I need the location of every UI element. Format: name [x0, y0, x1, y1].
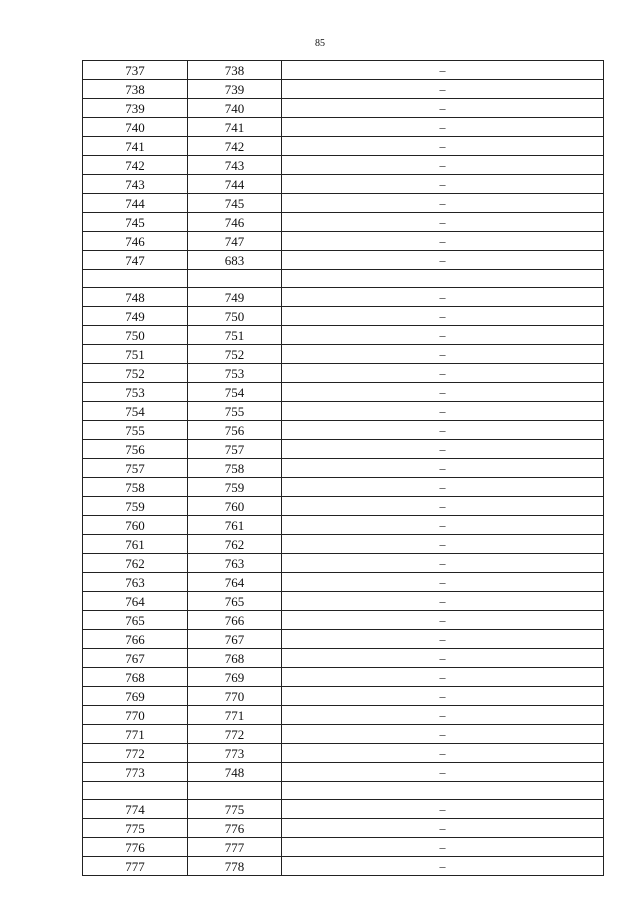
table-row	[83, 725, 604, 744]
cell-note	[282, 61, 604, 80]
table-row	[83, 137, 604, 156]
cell-note	[282, 156, 604, 175]
cell-note-text: –	[439, 101, 446, 115]
cell-note	[282, 497, 604, 516]
cell-target-text: 755	[224, 403, 245, 419]
cell-note	[282, 630, 604, 649]
cell-source	[83, 61, 188, 80]
cell-note	[282, 478, 604, 497]
cell-source	[83, 725, 188, 744]
cell-target	[188, 649, 282, 668]
cell-source-text: 747	[125, 252, 145, 268]
cell-target-text: 768	[224, 650, 245, 666]
cell-source	[83, 137, 188, 156]
cell-source-text: 763	[125, 574, 145, 590]
table-row	[83, 535, 604, 554]
table-row	[83, 611, 604, 630]
cell-note-text: –	[439, 442, 446, 456]
table-row	[83, 99, 604, 118]
cell-note	[282, 383, 604, 402]
cell-source-text: 767	[125, 650, 145, 666]
cell-source-text: 738	[125, 81, 145, 97]
cell-source-text: 777	[125, 858, 145, 874]
cell-source	[83, 800, 188, 819]
cell-note-text: –	[439, 196, 446, 210]
cell-source-text: 774	[125, 801, 145, 817]
cell-source-text: 739	[125, 100, 145, 116]
cell-note-text: –	[439, 290, 446, 304]
cell-source-text: 776	[125, 839, 145, 855]
cell-note	[282, 687, 604, 706]
table-row	[83, 497, 604, 516]
cell-target	[188, 288, 282, 307]
table-row	[83, 345, 604, 364]
table-row	[83, 554, 604, 573]
cell-source	[83, 80, 188, 99]
cell-target	[188, 706, 282, 725]
cell-note	[282, 592, 604, 611]
cell-source	[83, 270, 188, 288]
table-row	[83, 592, 604, 611]
cell-target	[188, 573, 282, 592]
cell-note	[282, 800, 604, 819]
cell-target-text: 773	[224, 745, 245, 761]
cell-note	[282, 251, 604, 270]
table-row	[83, 61, 604, 80]
cell-note	[282, 118, 604, 137]
cell-target	[188, 497, 282, 516]
cell-source	[83, 554, 188, 573]
cell-note	[282, 554, 604, 573]
cell-source	[83, 838, 188, 857]
cell-target	[188, 251, 282, 270]
cell-note	[282, 326, 604, 345]
cell-note	[282, 744, 604, 763]
cell-target	[188, 782, 282, 800]
cell-note	[282, 440, 604, 459]
cell-source	[83, 763, 188, 782]
table-row	[83, 213, 604, 232]
cell-target	[188, 478, 282, 497]
cell-source	[83, 459, 188, 478]
cell-target	[188, 402, 282, 421]
cell-source	[83, 478, 188, 497]
cell-note-text: –	[439, 404, 446, 418]
cell-target	[188, 232, 282, 251]
table-row	[83, 838, 604, 857]
cell-source-text: 750	[125, 327, 145, 343]
cell-source	[83, 535, 188, 554]
cell-source-text: 758	[125, 479, 145, 495]
cell-target-text: 772	[224, 726, 245, 742]
cell-source	[83, 288, 188, 307]
cell-note-text: –	[439, 575, 446, 589]
cell-target-text: 750	[224, 308, 245, 324]
cell-target-text: 757	[224, 441, 245, 457]
cell-target	[188, 857, 282, 876]
cell-note-text: –	[439, 120, 446, 134]
table-row	[83, 383, 604, 402]
cell-target	[188, 763, 282, 782]
cell-target	[188, 421, 282, 440]
table-row	[83, 630, 604, 649]
table-row	[83, 80, 604, 99]
cell-note	[282, 232, 604, 251]
cell-source-text: 773	[125, 764, 145, 780]
cell-source-text: 742	[125, 157, 145, 173]
cell-target-text: 777	[224, 839, 245, 855]
cell-source-text: 741	[125, 138, 145, 154]
table-row	[83, 232, 604, 251]
table-row	[83, 459, 604, 478]
table-row	[83, 668, 604, 687]
cell-note-text: –	[439, 632, 446, 646]
table-row	[83, 194, 604, 213]
cell-target-text: 760	[224, 498, 245, 514]
cell-target	[188, 592, 282, 611]
cell-note	[282, 345, 604, 364]
cell-note	[282, 782, 604, 800]
table-row	[83, 800, 604, 819]
cell-source	[83, 611, 188, 630]
cell-note	[282, 763, 604, 782]
cell-note-text: –	[439, 461, 446, 475]
cell-target	[188, 819, 282, 838]
cell-source-text: 752	[125, 365, 145, 381]
cell-target	[188, 630, 282, 649]
cell-source	[83, 421, 188, 440]
cell-note-text: –	[439, 746, 446, 760]
cell-note	[282, 99, 604, 118]
cell-target	[188, 345, 282, 364]
cell-note-text: –	[439, 309, 446, 323]
cell-source	[83, 364, 188, 383]
cell-note-text: –	[439, 234, 446, 248]
cell-target	[188, 213, 282, 232]
cell-note-text: –	[439, 840, 446, 854]
cell-source	[83, 156, 188, 175]
cell-target-text: 749	[224, 289, 245, 305]
cell-source-text: 768	[125, 669, 145, 685]
cell-target-text: 769	[224, 669, 245, 685]
cell-source	[83, 592, 188, 611]
cell-target	[188, 194, 282, 213]
cell-note-text: –	[439, 158, 446, 172]
cell-target	[188, 459, 282, 478]
cell-note-text: –	[439, 139, 446, 153]
cell-source	[83, 706, 188, 725]
cell-source-text: 748	[125, 289, 145, 305]
cell-source-text: 766	[125, 631, 145, 647]
cell-note-text: –	[439, 385, 446, 399]
cell-target	[188, 668, 282, 687]
cell-target-text: 740	[224, 100, 245, 116]
cell-note-text: –	[439, 499, 446, 513]
cell-target-text: 751	[224, 327, 245, 343]
cell-target-text: 739	[224, 81, 245, 97]
cell-source	[83, 402, 188, 421]
cell-target	[188, 516, 282, 535]
cell-note-text: –	[439, 594, 446, 608]
cell-note-text: –	[439, 802, 446, 816]
cell-source	[83, 213, 188, 232]
cell-target-text: 738	[224, 62, 245, 78]
cell-target	[188, 383, 282, 402]
table-row	[83, 440, 604, 459]
cell-note-text: –	[439, 347, 446, 361]
cell-source	[83, 630, 188, 649]
cell-source-text: 749	[125, 308, 145, 324]
cell-target	[188, 99, 282, 118]
cell-note-text: –	[439, 177, 446, 191]
cell-note	[282, 421, 604, 440]
cell-target	[188, 307, 282, 326]
cell-source-text: 775	[125, 820, 145, 836]
cell-source-text: 755	[125, 422, 145, 438]
cell-source-text: 746	[125, 233, 145, 249]
cell-note-text: –	[439, 537, 446, 551]
cell-target-text: 756	[224, 422, 245, 438]
table-row	[83, 687, 604, 706]
cell-note-text: –	[439, 689, 446, 703]
cell-source	[83, 573, 188, 592]
cell-source-text: 760	[125, 517, 145, 533]
cell-note	[282, 535, 604, 554]
cell-note-text: –	[439, 518, 446, 532]
cell-note-text: –	[439, 651, 446, 665]
table-row	[83, 478, 604, 497]
table-row	[83, 819, 604, 838]
cell-source-text: 770	[125, 707, 145, 723]
cell-note	[282, 402, 604, 421]
cell-target	[188, 156, 282, 175]
cell-note	[282, 80, 604, 99]
cell-note-text: –	[439, 480, 446, 494]
cell-source-text: 740	[125, 119, 145, 135]
table-body	[83, 61, 604, 876]
table-row	[83, 118, 604, 137]
spacer-row	[83, 782, 604, 800]
table-row	[83, 649, 604, 668]
cell-source-text: 769	[125, 688, 145, 704]
cell-source-text: 765	[125, 612, 145, 628]
cell-note-text: –	[439, 670, 446, 684]
cell-note	[282, 516, 604, 535]
cell-source-text: 764	[125, 593, 145, 609]
cell-source-text: 751	[125, 346, 145, 362]
cell-target-text: 741	[224, 119, 245, 135]
cell-target-text: 742	[224, 138, 245, 154]
cell-note-text: –	[439, 613, 446, 627]
cell-source	[83, 782, 188, 800]
cell-source-text: 772	[125, 745, 145, 761]
cell-target	[188, 687, 282, 706]
cell-source	[83, 345, 188, 364]
cell-note	[282, 573, 604, 592]
cell-source-text: 745	[125, 214, 145, 230]
cell-note-text: –	[439, 423, 446, 437]
cell-note	[282, 819, 604, 838]
cell-note	[282, 459, 604, 478]
cell-target-text: 743	[224, 157, 245, 173]
cell-note	[282, 838, 604, 857]
cell-target-text: 765	[224, 593, 245, 609]
cell-source	[83, 668, 188, 687]
cell-note	[282, 270, 604, 288]
cell-source-text: 759	[125, 498, 145, 514]
cell-note	[282, 706, 604, 725]
cell-target-text: 761	[224, 517, 245, 533]
cell-note	[282, 668, 604, 687]
mapping-table	[82, 60, 604, 876]
cell-target	[188, 326, 282, 345]
cell-note-text: –	[439, 215, 446, 229]
table-row	[83, 763, 604, 782]
cell-note-text: –	[439, 556, 446, 570]
cell-source	[83, 744, 188, 763]
cell-source-text: 737	[125, 62, 145, 78]
cell-source	[83, 687, 188, 706]
spacer-row	[83, 270, 604, 288]
cell-target	[188, 535, 282, 554]
table-row	[83, 175, 604, 194]
cell-source-text: 754	[125, 403, 145, 419]
cell-target	[188, 364, 282, 383]
cell-target-text: 776	[224, 820, 245, 836]
cell-source	[83, 307, 188, 326]
cell-note	[282, 213, 604, 232]
cell-target	[188, 80, 282, 99]
cell-source-text: 743	[125, 176, 145, 192]
cell-target-text: 683	[224, 252, 245, 268]
cell-source-text: 771	[125, 726, 145, 742]
cell-source	[83, 118, 188, 137]
cell-note-text: –	[439, 366, 446, 380]
cell-target	[188, 725, 282, 744]
cell-note-text: –	[439, 821, 446, 835]
cell-target	[188, 800, 282, 819]
cell-note-text: –	[439, 82, 446, 96]
table-row	[83, 573, 604, 592]
cell-note-text: –	[439, 253, 446, 267]
cell-note	[282, 725, 604, 744]
cell-target	[188, 554, 282, 573]
cell-source	[83, 497, 188, 516]
cell-target-text: 744	[224, 176, 245, 192]
table-row	[83, 857, 604, 876]
cell-source	[83, 383, 188, 402]
cell-source	[83, 819, 188, 838]
cell-source-text: 757	[125, 460, 145, 476]
cell-source	[83, 649, 188, 668]
cell-source	[83, 194, 188, 213]
cell-note	[282, 857, 604, 876]
cell-target-text: 754	[224, 384, 245, 400]
cell-target	[188, 440, 282, 459]
cell-source-text: 762	[125, 555, 145, 571]
table-row	[83, 744, 604, 763]
cell-target-text: 778	[224, 858, 245, 874]
cell-note-text: –	[439, 328, 446, 342]
page-number: 85	[315, 38, 325, 49]
cell-note-text: –	[439, 727, 446, 741]
table-row	[83, 706, 604, 725]
cell-note-text: –	[439, 63, 446, 77]
cell-source	[83, 857, 188, 876]
cell-note	[282, 288, 604, 307]
cell-note	[282, 364, 604, 383]
cell-source	[83, 99, 188, 118]
table-row	[83, 402, 604, 421]
cell-note	[282, 307, 604, 326]
cell-target-text: 752	[224, 346, 245, 362]
cell-target	[188, 61, 282, 80]
cell-target-text: 771	[224, 707, 245, 723]
cell-target-text: 764	[224, 574, 245, 590]
table-row	[83, 421, 604, 440]
cell-note	[282, 137, 604, 156]
cell-target	[188, 118, 282, 137]
cell-target-text: 762	[224, 536, 245, 552]
cell-target	[188, 175, 282, 194]
cell-target-text: 759	[224, 479, 245, 495]
cell-target-text: 770	[224, 688, 245, 704]
table-row	[83, 326, 604, 345]
cell-note-text: –	[439, 708, 446, 722]
table-row	[83, 516, 604, 535]
cell-target-text: 766	[224, 612, 245, 628]
cell-target-text: 775	[224, 801, 245, 817]
cell-target-text: 747	[224, 233, 245, 249]
cell-target	[188, 611, 282, 630]
cell-source	[83, 175, 188, 194]
cell-source-text: 761	[125, 536, 145, 552]
cell-source-text: 753	[125, 384, 145, 400]
table-row	[83, 156, 604, 175]
table-row	[83, 251, 604, 270]
cell-target-text: 753	[224, 365, 245, 381]
cell-target-text: 748	[224, 764, 245, 780]
cell-note	[282, 649, 604, 668]
cell-source	[83, 516, 188, 535]
cell-note	[282, 194, 604, 213]
table-row	[83, 288, 604, 307]
cell-target-text: 758	[224, 460, 245, 476]
cell-source-text: 744	[125, 195, 145, 211]
cell-source	[83, 232, 188, 251]
table-row	[83, 364, 604, 383]
cell-note	[282, 611, 604, 630]
cell-target	[188, 838, 282, 857]
cell-note	[282, 175, 604, 194]
cell-source-text: 756	[125, 441, 145, 457]
cell-target-text: 763	[224, 555, 245, 571]
cell-target-text: 767	[224, 631, 245, 647]
cell-source	[83, 251, 188, 270]
cell-target	[188, 270, 282, 288]
cell-target	[188, 744, 282, 763]
cell-source	[83, 440, 188, 459]
table-row	[83, 307, 604, 326]
cell-note-text: –	[439, 859, 446, 873]
cell-target	[188, 137, 282, 156]
cell-source	[83, 326, 188, 345]
cell-target-text: 745	[224, 195, 245, 211]
cell-target-text: 746	[224, 214, 245, 230]
cell-note-text: –	[439, 765, 446, 779]
